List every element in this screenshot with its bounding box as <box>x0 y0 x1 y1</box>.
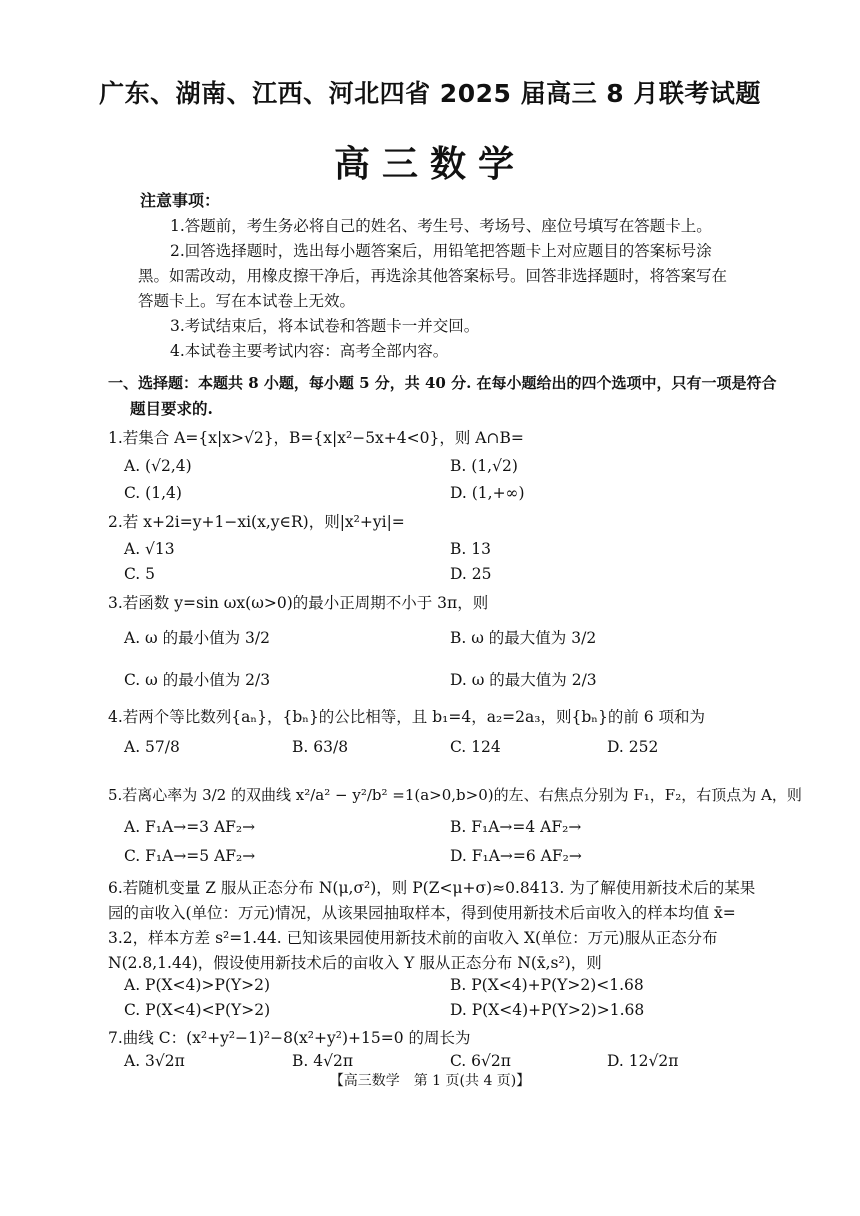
option-d: D. 252 <box>607 738 659 756</box>
question-stem-line: 3.2，样本方差 s²=1.44. 已知该果园使用新技术前的亩收入 X(单位：万元)服从正态分布 <box>108 929 718 947</box>
option-c: C. 5 <box>124 565 156 583</box>
option-a: A. F₁A→=3 AF₂→ <box>124 818 256 836</box>
option-c: C. F₁A→=5 AF₂→ <box>124 847 256 865</box>
option-d: D. ω 的最大值为 2/3 <box>450 671 597 689</box>
question-stem: 2.若 x+2i=y+1−xi(x,y∈R)，则|x²+yi|= <box>108 513 405 531</box>
subject-title: 高三数学 <box>333 144 526 185</box>
question-stem: 3.若函数 y=sin ωx(ω>0)的最小正周期不小于 3π，则 <box>108 594 489 612</box>
page-footer: 【高三数学 第 1 页(共 4 页)】 <box>329 1073 531 1089</box>
option-b: B. 13 <box>450 540 491 558</box>
notice-line: 2.回答选择题时，选出每小题答案后，用铅笔把答题卡上对应题目的答案标号涂 <box>170 242 712 260</box>
option-a: A. P(X<4)>P(Y>2) <box>124 976 271 994</box>
option-a: A. (√2,4) <box>124 457 192 475</box>
option-d: D. F₁A→=6 AF₂→ <box>450 847 582 865</box>
option-d: D. P(X<4)+P(Y>2)>1.68 <box>450 1001 645 1019</box>
question-stem-line: 园的亩收入(单位：万元)情况，从该果园抽取样本，得到使用新技术后亩收入的样本均值 x̄= <box>108 904 736 922</box>
notice-line: 1.答题前，考生务必将自己的姓名、考生号、考场号、座位号填写在答题卡上。 <box>170 217 712 235</box>
notice-line: 3.考试结束后，将本试卷和答题卡一并交回。 <box>170 317 480 335</box>
option-c: C. (1,4) <box>124 484 182 502</box>
option-b: B. ω 的最大值为 3/2 <box>450 629 597 647</box>
question-stem: 7.曲线 C：(x²+y²−1)²−8(x²+y²)+15=0 的周长为 <box>108 1029 471 1047</box>
exam-title: 广东、湖南、江西、河北四省 2025 届高三 8 月联考试题 <box>99 79 761 108</box>
option-a: A. √13 <box>124 540 175 558</box>
option-a: A. ω 的最小值为 3/2 <box>124 629 270 647</box>
notice-line: 黑。如需改动，用橡皮擦干净后，再选涂其他答案标号。回答非选择题时，将答案写在 <box>138 267 728 285</box>
option-a: A. 57/8 <box>124 738 180 756</box>
option-a: A. 3√2π <box>124 1052 185 1070</box>
question-stem: 5.若离心率为 3/2 的双曲线 x²/a² − y²/b² =1(a>0,b>0)的左、右焦点分别为 F₁，F₂，右顶点为 A，则 <box>108 786 802 804</box>
option-b: B. 4√2π <box>292 1052 354 1070</box>
question-stem-line: 6.若随机变量 Z 服从正态分布 N(μ,σ²)，则 P(Z<μ+σ)≈0.8413. 为了解使用新技术后的某果 <box>108 879 756 897</box>
question-stem-line: N(2.8,1.44)，假设使用新技术后的亩收入 Y 服从正态分布 N(x̄,s²)，则 <box>108 954 602 972</box>
section-instructions-cont: 题目要求的. <box>130 399 213 418</box>
notice-heading: 注意事项： <box>140 191 221 210</box>
question-stem: 1.若集合 A={x|x>√2}，B={x|x²−5x+4<0}，则 A∩B= <box>108 429 524 447</box>
notice-line: 答题卡上。写在本试卷上无效。 <box>138 292 356 310</box>
option-b: B. 63/8 <box>292 738 349 756</box>
option-c: C. 6√2π <box>450 1052 511 1070</box>
question-stem: 4.若两个等比数列{aₙ}，{bₙ}的公比相等，且 b₁=4，a₂=2a₃，则{bₙ}的前 6 项和为 <box>108 708 706 726</box>
option-b: B. F₁A→=4 AF₂→ <box>450 818 582 836</box>
option-c: C. 124 <box>450 738 501 756</box>
notice-line: 4.本试卷主要考试内容：高考全部内容。 <box>170 342 449 360</box>
option-b: B. P(X<4)+P(Y>2)<1.68 <box>450 976 644 994</box>
option-c: C. ω 的最小值为 2/3 <box>124 671 271 689</box>
option-d: D. 25 <box>450 565 492 583</box>
option-b: B. (1,√2) <box>450 457 518 475</box>
section-instructions: 一、选择题：本题共 8 小题，每小题 5 分，共 40 分. 在每小题给出的四个选项中，只有一项是符合 <box>108 374 777 392</box>
option-d: D. (1,+∞) <box>450 484 525 502</box>
option-d: D. 12√2π <box>607 1052 679 1070</box>
option-c: C. P(X<4)<P(Y>2) <box>124 1001 271 1019</box>
